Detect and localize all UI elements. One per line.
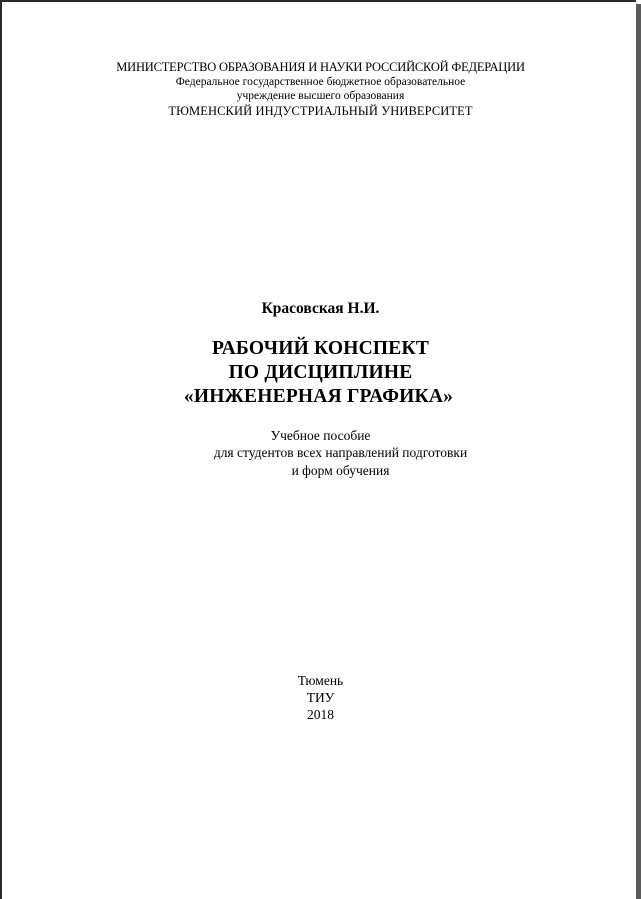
publication-year: 2018: [307, 707, 334, 722]
institution-type-line-1: Федеральное государственное бюджетное образовательное: [175, 76, 466, 88]
institution-type-line-2: учреждение высшего образования: [236, 90, 405, 102]
author-name: Красовская Н.И.: [261, 300, 380, 317]
subtitle-line-2: для студентов всех направлений подготовки: [213, 445, 468, 460]
city: Тюмень: [297, 673, 344, 688]
title-line-3: «ИНЖЕНЕРНАЯ ГРАФИКА»: [183, 386, 454, 407]
subtitle-line-1: Учебное пособие: [270, 428, 371, 443]
subtitle-line-3: и форм обучения: [291, 463, 390, 478]
publisher: ТИУ: [306, 690, 335, 705]
title-line-1: РАБОЧИЙ КОНСПЕКТ: [211, 338, 430, 359]
title-line-2: ПО ДИСЦИПЛИНЕ: [228, 362, 413, 383]
university-name: ТЮМЕНСКИЙ ИНДУСТРИАЛЬНЫЙ УНИВЕРСИТЕТ: [168, 104, 473, 118]
ministry-line: МИНИСТЕРСТВО ОБРАЗОВАНИЯ И НАУКИ РОССИЙСКОЙ ФЕДЕРАЦИИ: [116, 60, 525, 74]
